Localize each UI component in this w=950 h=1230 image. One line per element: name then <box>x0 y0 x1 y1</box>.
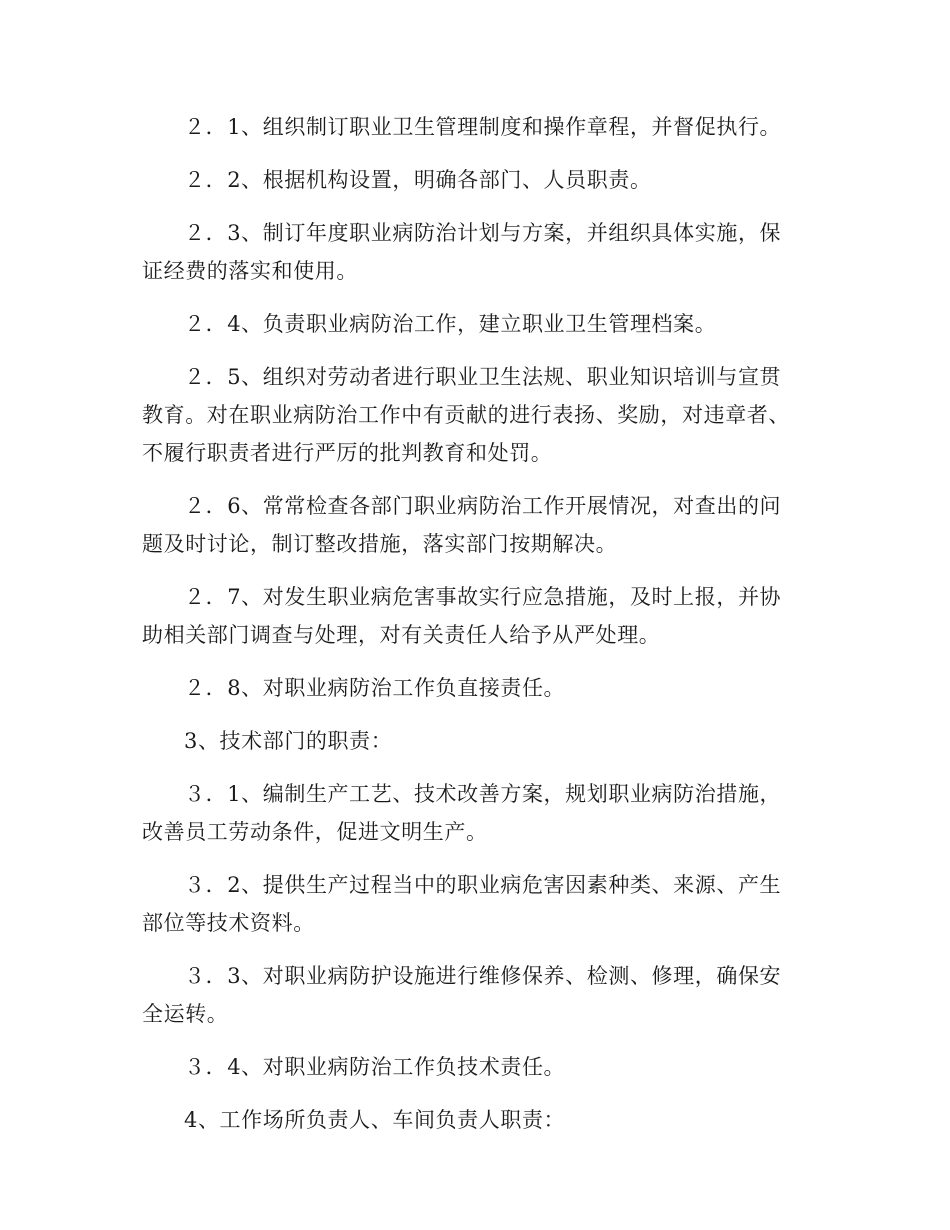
paragraph-3-1: ３．1、编制生产工艺、技术改善方案，规划职业病防治措施，改善员工劳动条件，促进文明生产。 <box>142 782 782 844</box>
paragraph-2-1: ２．1、组织制订职业卫生管理制度和操作章程，并督促执行。 <box>184 115 782 139</box>
paragraph-3-4: ３．4、对职业病防治工作负技术责任。 <box>184 1055 566 1079</box>
paragraph-2-2: ２．2、根据机构设置，明确各部门、人员职责。 <box>184 168 652 192</box>
paragraph-2-8: ２．8、对职业病防治工作负直接责任。 <box>184 676 566 700</box>
document-body <box>142 108 802 1154</box>
paragraph-2-6: ２．6、常常检查各部门职业病防治工作开展情况，对查出的问题及时讨论，制订整改措施，落实部门按期解决。 <box>142 494 782 556</box>
section-heading-4: 4、工作场所负责人、车间负责人职责： <box>184 1108 566 1132</box>
paragraph-3-3: ３．3、对职业病防护设施进行维修保养、检测、修理，确保安全运转。 <box>142 964 782 1026</box>
paragraph-2-5: ２．5、组织对劳动者进行职业卫生法规、职业知识培训与宣贯教育。对在职业病防治工作中有贡献的进行表扬、奖励，对违章者、不履行职责者进行严厉的批判教育和处罚。 <box>142 365 790 465</box>
paragraph-2-3: ２．3、制订年度职业病防治计划与方案，并组织具体实施，保证经费的落实和使用。 <box>142 221 782 283</box>
paragraph-3-2: ３．2、提供生产过程当中的职业病危害因素种类、来源、产生部位等技术资料。 <box>142 873 782 935</box>
paragraph-2-4: ２．4、负责职业病防治工作，建立职业卫生管理档案。 <box>184 312 717 336</box>
paragraph-2-7: ２．7、对发生职业病危害事故实行应急措施，及时上报，并协助相关部门调查与处理，对有关责任人给予从严处理。 <box>142 585 782 647</box>
section-heading-3: 3、技术部门的职责： <box>184 729 393 753</box>
